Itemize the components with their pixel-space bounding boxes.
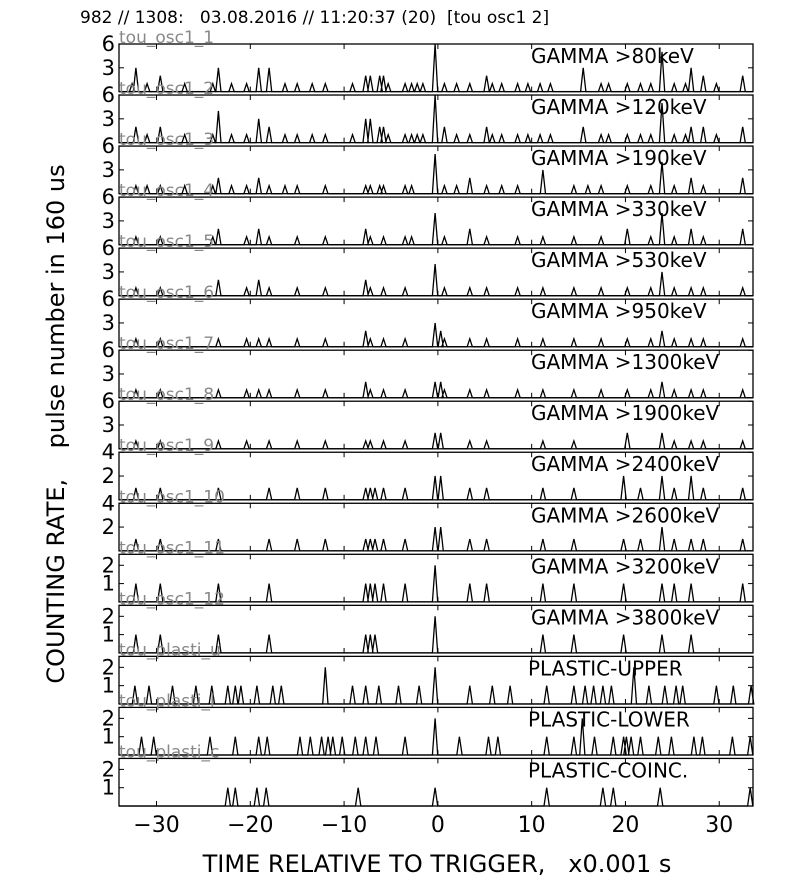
x-tick-label: −30 [133,813,180,839]
x-tick-label: 30 [705,813,734,839]
panel-series-label: GAMMA >3800keV [531,605,720,630]
panel-series-label: GAMMA >530keV [531,248,707,273]
y-tick-label: 1 [101,622,115,647]
y-tick-label: 4 [101,491,115,516]
panel-series-label: PLASTIC-COINC. [528,758,689,783]
y-tick-label: 3 [101,259,115,284]
panel-tou_plasti_c [102,742,753,806]
panel-series-label: GAMMA >1300keV [531,350,720,375]
panel-series-label: GAMMA >3200keV [531,554,720,579]
y-tick-label: 2 [101,655,115,680]
y-tick-label: 3 [101,208,115,233]
panel-channel-label: tou_osc1_6 [119,283,215,304]
y-axis-label: COUNTING RATE, pulse number in 160 us [42,164,70,684]
y-tick-label: 6 [101,338,115,363]
panel-channel-label: tou_plasti_c [119,742,220,763]
panel-series-label: GAMMA >1900keV [531,401,720,426]
panel-series-label: GAMMA >330keV [531,197,707,222]
panel-channel-label: tou_osc1_4 [119,181,215,202]
panel-channel-label: tou_plasti_u [119,640,221,661]
y-tick-label: 2 [101,553,115,578]
panel-channel-label: tou_osc1_11 [119,538,225,559]
y-tick-label: 1 [101,724,115,749]
y-tick-label: 2 [101,757,115,782]
panel-channel-label: tou_plasti_l [119,691,215,712]
panel-series-label: GAMMA >190keV [531,146,707,171]
y-tick-label: 3 [101,413,115,438]
series-line-tou_osc1_6 [119,323,753,347]
x-tick-label: −10 [320,813,368,839]
y-tick-label: 1 [101,775,115,800]
y-tick-label: 4 [101,440,115,465]
y-tick-label: 1 [101,571,115,596]
panel-channel-label: tou_osc1_10 [119,487,225,508]
y-tick-label: 2 [101,604,115,629]
panel-series-label: GAMMA >2600keV [531,503,720,528]
x-axis-label: TIME RELATIVE TO TRIGGER, x0.001 s [202,850,672,878]
figure-header: 982 // 1308: 03.08.2016 // 11:20:37 (20) [tou osc1 2] [80,8,550,28]
x-tick-label: 10 [517,813,546,839]
panel-series-label: GAMMA >80keV [531,44,694,68]
y-tick-label: 6 [101,287,115,312]
y-tick-label: 6 [101,32,115,56]
chart-panels [102,28,754,806]
series-line-tou_plasti_c [119,788,753,806]
x-tick-label: 20 [611,813,640,839]
panel-series-label: GAMMA >120keV [531,95,707,120]
panel-channel-label: tou_osc1_2 [119,79,215,100]
series-line-tou_osc1_7 [119,382,753,398]
series-line-tou_osc1_8 [119,433,753,449]
panel-channel-label: tou_osc1_7 [119,334,215,355]
panel-series-label: PLASTIC-LOWER [528,707,690,732]
panel-series-label: GAMMA >950keV [531,299,707,324]
y-tick-label: 3 [101,157,115,182]
panel-series-label: GAMMA >2400keV [531,452,720,477]
y-tick-label: 3 [101,361,115,386]
x-tick-label: −20 [227,813,274,839]
y-tick-label: 6 [101,236,115,261]
y-tick-label: 6 [101,185,115,210]
y-tick-label: 6 [101,83,115,108]
y-tick-label: 6 [101,389,115,414]
y-tick-label: 3 [101,106,115,131]
x-tick-label: 0 [430,813,445,839]
panel-channel-label: tou_osc1_9 [119,436,215,457]
panel-channel-label: tou_osc1_8 [119,385,215,406]
panel-channel-label: tou_osc1_5 [119,232,215,253]
panel-channel-label: tou_osc1_3 [119,130,215,151]
y-tick-label: 3 [101,55,115,80]
panel-channel-label: tou_osc1_12 [119,589,225,610]
y-tick-label: 2 [101,464,115,489]
panel-channel-label: tou_osc1_1 [119,28,215,48]
x-axis [133,813,733,838]
panel-series-label: PLASTIC-UPPER [528,656,683,681]
y-tick-label: 2 [101,706,115,731]
y-tick-label: 6 [101,134,115,159]
y-tick-label: 2 [101,515,115,540]
y-tick-label: 3 [101,310,115,335]
y-tick-label: 1 [101,673,115,698]
